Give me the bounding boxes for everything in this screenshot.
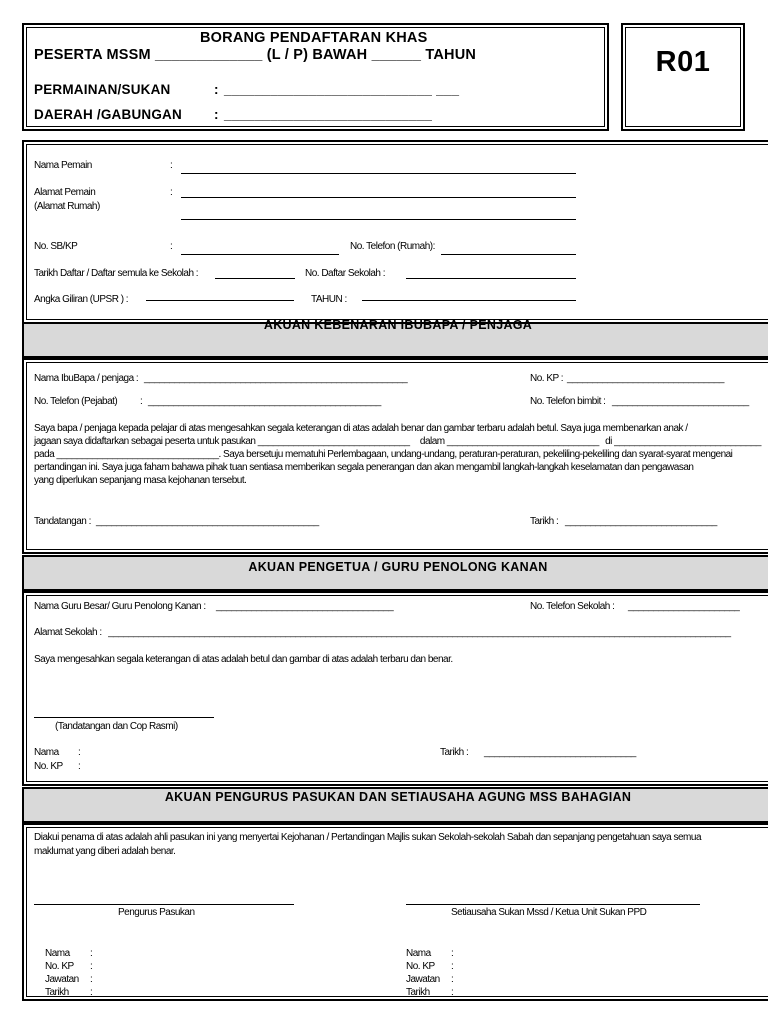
secretary-nama-label: Nama xyxy=(406,948,431,959)
parent-statement-line-4: pertandingan ini. Saya juga faham bahawa pihak tuan sentiasa memberikan segala penerangan dan akan mengambil langkah-langkah keselamatan dan pengawasan xyxy=(34,462,694,473)
principal-nokp-colon: : xyxy=(78,761,81,772)
manager-title: Pengurus Pasukan xyxy=(118,907,195,918)
parent-statement-line-5: yang diperlukan sepanjang masa kejohanan tersebut. xyxy=(34,475,247,486)
school-address-label: Alamat Sekolah : xyxy=(34,627,102,638)
school-phone-field[interactable]: ______________________ xyxy=(628,601,740,612)
daerah-colon: : xyxy=(214,107,219,122)
principal-nama-label: Nama xyxy=(34,747,59,758)
manager-nama-colon: : xyxy=(90,948,93,959)
form-title: BORANG PENDAFTARAN KHAS xyxy=(200,30,428,46)
player-register-date-field[interactable] xyxy=(215,278,295,279)
parent-office-phone-label: No. Telefon (Pejabat) xyxy=(34,396,118,407)
player-address-colon: : xyxy=(170,187,173,198)
player-address-sub: (Alamat Rumah) xyxy=(34,201,100,212)
form-code: R01 xyxy=(655,46,711,78)
manager-statement-line-2: maklumat yang diberi adalah benar. xyxy=(34,846,176,857)
parent-office-phone-colon: : xyxy=(140,396,143,407)
player-address-field-2[interactable] xyxy=(181,219,576,220)
parent-statement-text: dalam xyxy=(419,436,445,447)
manager-jawatan-colon: : xyxy=(90,974,93,985)
daerah-field[interactable]: ___________________________ xyxy=(224,107,433,122)
manager-nokp-label: No. KP xyxy=(45,961,74,972)
principal-cop-label: (Tandatangan dan Cop Rasmi) xyxy=(55,721,178,732)
secretary-nama-colon: : xyxy=(451,948,454,959)
manager-signature-line[interactable] xyxy=(34,904,294,905)
player-section xyxy=(22,140,768,324)
peserta-line xyxy=(34,47,476,63)
principal-signature-line[interactable] xyxy=(34,717,214,718)
player-phone-field[interactable] xyxy=(441,254,576,255)
parent-section-heading: AKUAN KEBENARAN IBUBAPA / PENJAGA xyxy=(22,322,768,358)
player-sbkp-colon: : xyxy=(170,241,173,252)
venue-field[interactable]: _____________________________ xyxy=(614,436,761,447)
player-year-label: TAHUN : xyxy=(311,294,347,305)
principal-section xyxy=(22,591,768,786)
parent-name-field[interactable]: ____________________________________________________ xyxy=(144,373,408,384)
player-upsr-field[interactable] xyxy=(146,300,294,301)
secretary-tarikh-colon: : xyxy=(451,987,454,996)
peserta-prefix: PESERTA MSSM xyxy=(34,47,151,63)
secretary-signature-line[interactable] xyxy=(406,904,700,905)
player-name-colon: : xyxy=(170,160,173,171)
peserta-suffix: TAHUN xyxy=(425,47,477,63)
principal-date-label: Tarikh : xyxy=(440,747,469,758)
manager-statement xyxy=(34,831,764,859)
parent-statement-text: pada xyxy=(34,449,55,460)
peserta-age-blank[interactable]: ______ xyxy=(371,47,422,63)
player-phone-label: No. Telefon (Rumah): xyxy=(350,241,435,252)
parent-statement xyxy=(34,422,764,487)
player-address-label: Alamat Pemain xyxy=(34,187,96,198)
player-upsr-label: Angka Giliran (UPSR ) : xyxy=(34,294,129,305)
principal-date-field[interactable]: ______________________________ xyxy=(484,747,636,758)
date-field[interactable]: ________________________________ xyxy=(56,449,219,460)
player-sbkp-label: No. SB/KP xyxy=(34,241,78,252)
parent-date-field[interactable]: ______________________________ xyxy=(565,516,717,527)
parent-mobile-label: No. Telefon bimbit : xyxy=(530,396,606,407)
secretary-tarikh-label: Tarikh xyxy=(406,987,430,996)
manager-statement-line-1: Diakui penama di atas adalah ahli pasukan ini yang menyertai Kejohanan / Pertandingan Majlis sukan Sekolah-sekolah Sabah dan sepanjang pengetahuan saya semua xyxy=(34,832,702,843)
principal-statement: Saya mengesahkan segala keterangan di atas adalah betul dan gambar di atas adalah terbaru dan benar. xyxy=(34,654,453,665)
manager-nama-label: Nama xyxy=(45,948,70,959)
parent-statement-text: di xyxy=(605,436,612,447)
secretary-nokp-label: No. KP xyxy=(406,961,435,972)
player-name-label: Nama Pemain xyxy=(34,160,92,171)
player-name-field[interactable] xyxy=(181,173,576,174)
manager-tarikh-label: Tarikh xyxy=(45,987,69,996)
permainan-label: PERMAINAN/SUKAN xyxy=(34,82,171,97)
manager-tarikh-colon: : xyxy=(90,987,93,996)
parent-date-label: Tarikh : xyxy=(530,516,559,527)
peserta-gender-age: (L / P) BAWAH xyxy=(266,47,368,63)
peserta-category-blank[interactable]: _____________ xyxy=(155,47,263,63)
event-field[interactable]: ______________________________ xyxy=(446,436,599,447)
principal-nama-colon: : xyxy=(78,747,81,758)
parent-signature-label: Tandatangan : xyxy=(34,516,91,527)
secretary-title: Setiausaha Sukan Mssd / Ketua Unit Sukan PPD xyxy=(451,907,647,918)
manager-section-heading: AKUAN PENGURUS PASUKAN DAN SETIAUSAHA AGUNG MSS BAHAGIAN xyxy=(22,787,768,823)
player-year-field[interactable] xyxy=(362,300,576,301)
manager-jawatan-label: Jawatan xyxy=(45,974,79,985)
secretary-nokp-colon: : xyxy=(451,961,454,972)
secretary-jawatan-colon: : xyxy=(451,974,454,985)
player-register-no-field[interactable] xyxy=(406,278,576,279)
parent-name-label: Nama IbuBapa / penjaga : xyxy=(34,373,139,384)
parent-mobile-field[interactable]: ___________________________ xyxy=(612,396,749,407)
parent-office-phone-field[interactable]: ______________________________________________ xyxy=(148,396,381,407)
secretary-jawatan-label: Jawatan xyxy=(406,974,440,985)
team-field[interactable]: ______________________________ xyxy=(257,436,410,447)
school-address-field[interactable]: ___________________________________________________________________________________________________________________________ xyxy=(108,627,731,638)
principal-name-field[interactable]: ___________________________________ xyxy=(216,601,394,612)
parent-statement-text: . Saya bersetuju mematuhi Perlembagaan, undang-undang, peraturan-peraturan, pekeliling-pekeliling dan syarat-syarat mengenai xyxy=(218,449,733,460)
parent-statement-line-2 xyxy=(34,435,764,448)
player-sbkp-field[interactable] xyxy=(181,254,339,255)
principal-name-label: Nama Guru Besar/ Guru Penolong Kanan : xyxy=(34,601,206,612)
parent-statement-line-3 xyxy=(34,448,764,461)
school-phone-label: No. Telefon Sekolah : xyxy=(530,601,615,612)
parent-signature-field[interactable]: ____________________________________________ xyxy=(96,516,319,527)
parent-statement-line-1: Saya bapa / penjaga kepada pelajar di atas mengesahkan segala keterangan di atas adalah benar dan gambar terbaru adalah betul. Saya juga membenarkan anak / xyxy=(34,423,688,434)
parent-ic-field[interactable]: _______________________________ xyxy=(567,373,724,384)
permainan-field[interactable]: ___________________________ ___ xyxy=(224,82,460,97)
manager-nokp-colon: : xyxy=(90,961,93,972)
player-register-no-label: No. Daftar Sekolah : xyxy=(305,268,386,279)
parent-ic-label: No. KP : xyxy=(530,373,564,384)
player-address-field-1[interactable] xyxy=(181,197,576,198)
principal-section-heading: AKUAN PENGETUA / GURU PENOLONG KANAN xyxy=(22,555,768,591)
parent-statement-text: jagaan saya didaftarkan sebagai peserta untuk pasukan xyxy=(34,436,256,447)
daerah-label: DAERAH /GABUNGAN xyxy=(34,107,182,122)
player-register-date-label: Tarikh Daftar / Daftar semula ke Sekolah : xyxy=(34,268,199,279)
principal-nokp-label: No. KP xyxy=(34,761,63,772)
permainan-colon: : xyxy=(214,82,219,97)
